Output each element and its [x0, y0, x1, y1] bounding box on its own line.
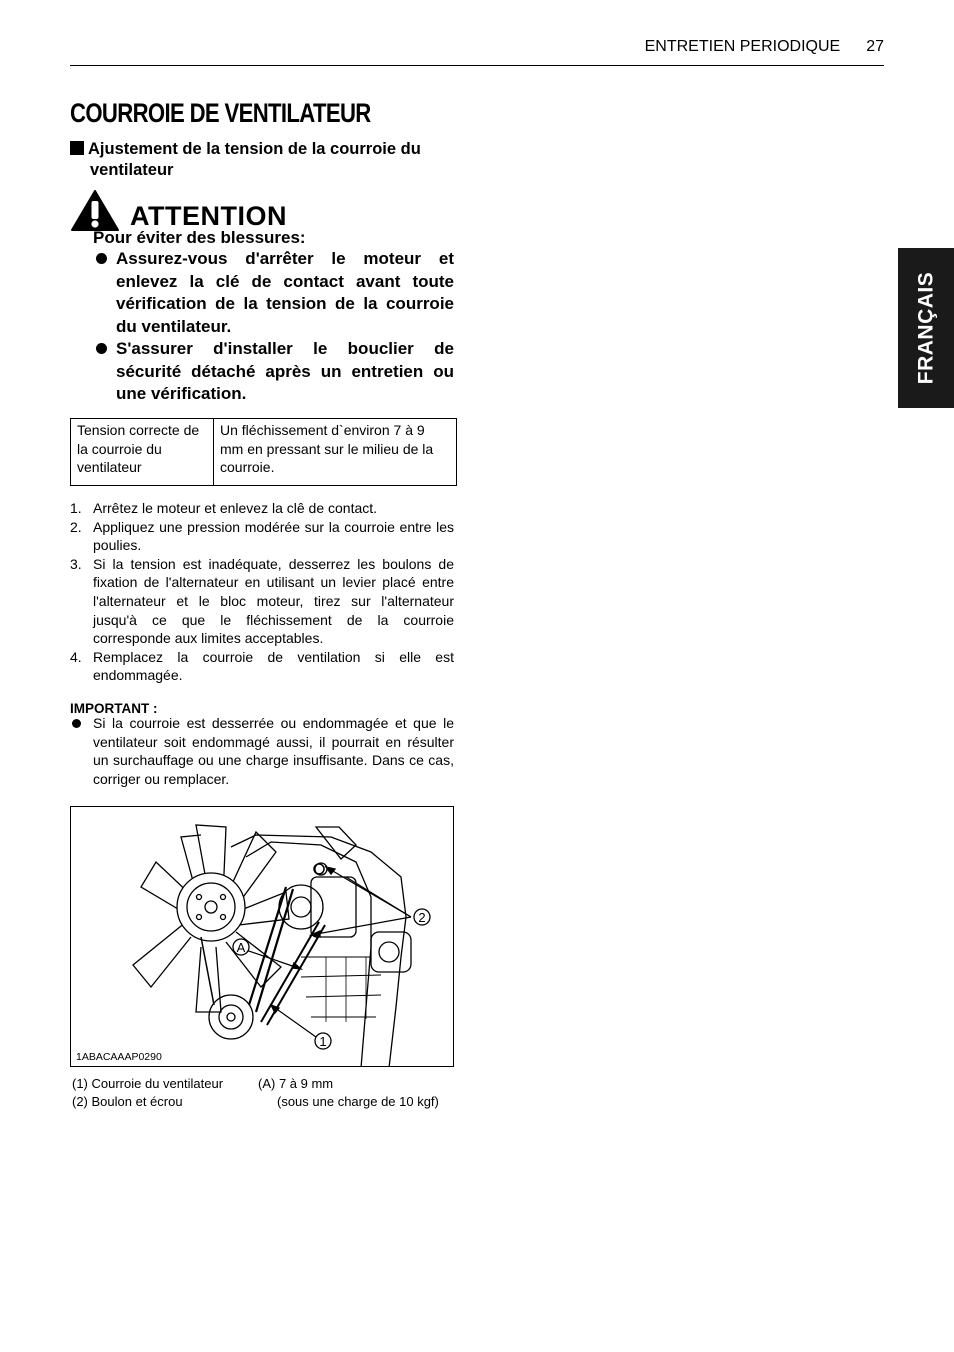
list-item: 2. Appliquez une pression modérée sur la courroie entre les poulies. [70, 518, 454, 554]
attention-item: S'assurer d'installer le bouclier de sécurité détaché après un entretien ou une vérification. [93, 338, 454, 406]
spec-label-cell: Tension correcte de la courroie du ventilateur [71, 419, 214, 486]
important-item: Si la courroie est desserrée ou endommagée et que le ventilateur soit endommagé aussi, il pourrait en résulter un surchauffage ou une charge insuffisante. Dans ce cas, corriger ou remplacer. [70, 714, 454, 788]
legend-item-a-note: (sous une charge de 10 kgf) [277, 1094, 439, 1109]
page-header [70, 36, 884, 58]
bullet-icon [72, 719, 81, 728]
bullet-icon [96, 253, 107, 264]
callout-2: 2 [418, 910, 426, 925]
attention-list [93, 248, 454, 406]
attention-item: Assurez-vous d'arrêter le moteur et enlevez la clé de contact avant toute vérification de la tension de la courroie du ventilateur. [93, 248, 454, 338]
spec-value-cell: Un fléchissement d`environ 7 à 9 mm en pressant sur le milieu de la courroie. [214, 419, 457, 486]
callout-a: A [236, 940, 246, 955]
warning-triangle-icon [70, 188, 120, 232]
header-rule [70, 65, 884, 66]
tension-spec-table [70, 418, 457, 486]
language-tab [898, 248, 954, 408]
list-item: 3. Si la tension est inadéquate, desserrez les boulons de fixation de l'alternateur en utilisant un levier placé entre l'alternateur et le bloc moteur, tirez sur l'alternateur jusqu'à ce que le fléchissement de la courroie corresponde aux limites acceptables. [70, 555, 454, 647]
header-section-title: ENTRETIEN PERIODIQUE [644, 38, 841, 55]
page-title: COURROIE DE VENTILATEUR [70, 98, 371, 128]
attention-title: ATTENTION [130, 201, 287, 231]
list-item: 1. Arrêtez le moteur et enlevez la clê de contact. [70, 500, 378, 516]
subheading [70, 139, 460, 181]
page-number: 27 [866, 38, 884, 55]
procedure-steps [70, 499, 454, 685]
legend-item-1: (1) Courroie du ventilateur [72, 1076, 224, 1091]
legend-item-2: (2) Boulon et écrou [72, 1094, 183, 1109]
list-item: 4. Remplacez la courroie de ventilation si elle est endommagée. [70, 648, 454, 684]
subheading-line2: ventilateur [90, 161, 174, 179]
figure-legend [72, 1075, 462, 1111]
square-bullet-icon [70, 141, 84, 155]
subheading-line1: Ajustement de la tension de la courroie du [88, 140, 421, 158]
attention-lead: Pour éviter des blessures: [93, 228, 306, 247]
legend-row [72, 1093, 462, 1111]
important-label: IMPORTANT : [70, 701, 158, 716]
language-tab-label: FRANÇAIS [914, 271, 937, 385]
engine-illustration [71, 807, 454, 1067]
important-list [70, 714, 454, 788]
engine-figure [70, 806, 454, 1067]
table-row [71, 419, 457, 486]
legend-item-a: (A) 7 à 9 mm [258, 1076, 334, 1091]
callout-1: 1 [319, 1034, 327, 1049]
bullet-icon [96, 343, 107, 354]
legend-row [72, 1075, 462, 1093]
figure-code: 1ABACAAAP0290 [76, 1051, 162, 1063]
